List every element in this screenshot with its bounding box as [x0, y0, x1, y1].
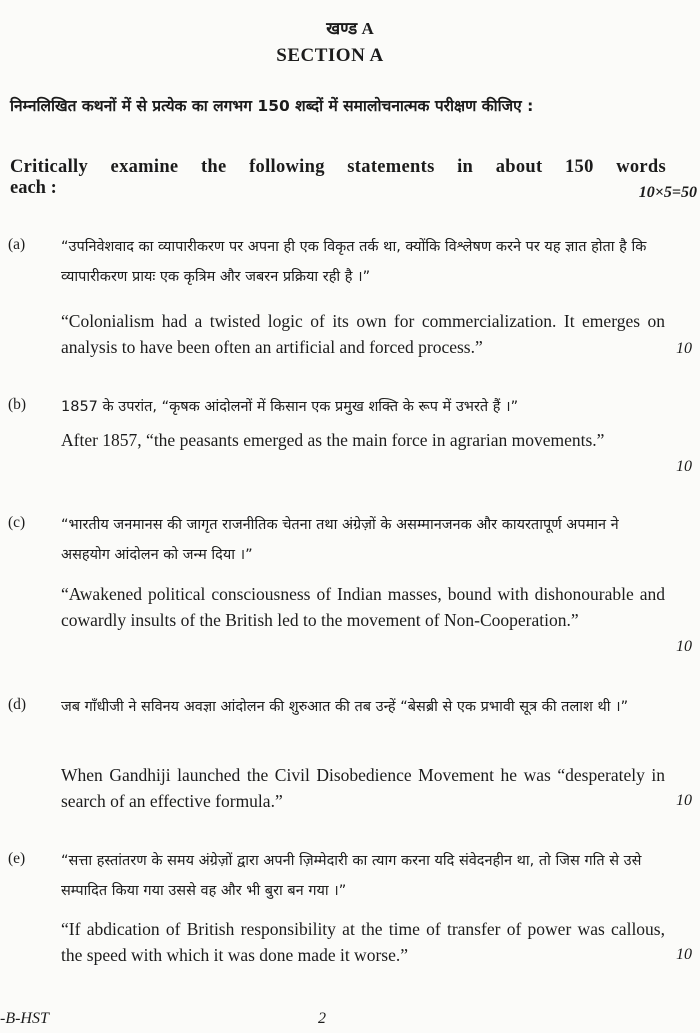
question-hindi-text: जब गाँधीजी ने सविनय अवज्ञा आंदोलन की शुरुआत की तब उन्हें “बेसब्री से एक प्रभावी सूत्र की तलाश थी ।” — [61, 699, 629, 715]
question-hindi-text: “सत्ता हस्तांतरण के समय अंग्रेज़ों द्वारा अपनी ज़िम्मेदारी का त्याग करना यदि संवेदनहीन था, तो जिस गति से उसे सम्पादित किया गया उससे वह और भी बुरा बन गया ।” — [61, 853, 642, 899]
question-hindi-text: “भारतीय जनमानस की जागृत राजनीतिक चेतना तथा अंग्रेज़ों के असम्मानजनक और कायरतापूर्ण अपमान ने असहयोग आंदोलन को जन्म दिया ।” — [61, 517, 619, 563]
question-marks: 10 — [676, 792, 692, 809]
question-marks: 10 — [676, 340, 692, 357]
section-title-hindi: खण्ड A — [326, 19, 374, 38]
question-label: (c) — [8, 514, 26, 531]
question-label: (a) — [8, 236, 26, 253]
instruction-english-line2: each : — [10, 178, 57, 198]
question-english-text: “If abdication of British responsibility at the time of transfer of power was callous, the speed with which it was done made it worse.” — [61, 919, 665, 965]
question-english-text: “Awakened political consciousness of Indian masses, bound with dishonourable and cowardly insults of the British led to the movement of Non-Cooperation.” — [61, 584, 665, 630]
question-hindi-text: 1857 के उपरांत, “कृषक आंदोलनों में किसान एक प्रमुख शक्ति के रूप में उभरते हैं ।” — [61, 399, 519, 415]
question-marks: 10 — [676, 458, 692, 475]
page-number: 2 — [318, 1010, 326, 1027]
question-label: (d) — [8, 696, 27, 713]
question-english-text: “Colonialism had a twisted logic of its own for commercialization. It emerges on analysis to have been often an artificial and forced process.” — [61, 311, 665, 357]
total-marks: 10×5=50 — [638, 184, 697, 201]
question-english-text: When Gandhiji launched the Civil Disobedience Movement he was “desperately in search of an effective formula.” — [61, 765, 665, 811]
question-marks: 10 — [676, 946, 692, 963]
question-marks: 10 — [676, 638, 692, 655]
question-hindi-text: “उपनिवेशवाद का व्यापारीकरण पर अपना ही एक विकृत तर्क था, क्योंकि विश्लेषण करने पर यह ज्ञात होता है कि व्यापारीकरण प्रायः एक कृत्रिम और जबरन प्रक्रिया रही है ।” — [61, 239, 647, 285]
section-title-english: SECTION A — [276, 45, 384, 66]
question-label: (b) — [8, 396, 27, 413]
question-english-text: After 1857, “the peasants emerged as the main force in agrarian movements.” — [61, 430, 605, 450]
instruction-hindi: निम्नलिखित कथनों में से प्रत्येक का लगभग 150 शब्दों में समालोचनात्मक परीक्षण कीजिए : — [10, 97, 534, 115]
instruction-english-line1: Critically examine the following statements in about 150 words — [10, 157, 666, 177]
question-label: (e) — [8, 850, 26, 867]
paper-code: -B-HST — [0, 1010, 49, 1027]
